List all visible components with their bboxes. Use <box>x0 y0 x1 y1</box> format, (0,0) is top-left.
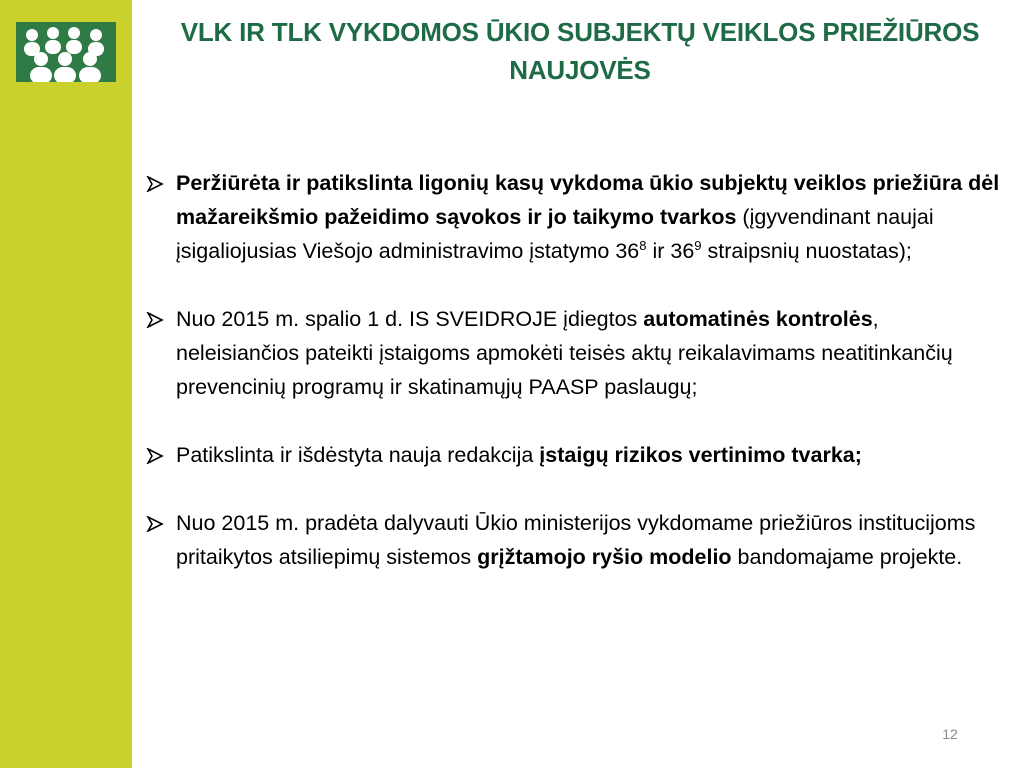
bullet-item-1 <box>146 166 1006 268</box>
bullet-item-2 <box>146 302 1006 404</box>
arrow-bullet-icon <box>146 312 164 328</box>
arrow-bullet-icon <box>146 448 164 464</box>
bullet-bold-text: įstaigų rizikos vertinimo tvarka; <box>539 443 862 467</box>
arrow-bullet-icon <box>146 176 164 192</box>
bullet-text: Nuo 2015 m. spalio 1 d. IS SVEIDROJE įdiegtos <box>176 307 644 331</box>
bullet-item-4 <box>146 506 1006 574</box>
bullet-text: Patikslinta ir išdėstyta nauja redakcija <box>176 443 540 467</box>
bullet-text: , neleisiančios pateikti įstaigoms apmokėti teisės aktų reikalavimams neatitinkančių prevencinių programų ir skatinamųjų PAASP paslaugų; <box>176 307 953 399</box>
arrow-bullet-icon <box>146 516 164 532</box>
bullet-text: bandomajame projekte. <box>731 545 963 569</box>
bullet-text: ir 36 <box>646 239 695 263</box>
bullet-text: straipsnių nuostatas); <box>701 239 912 263</box>
slide-title: VLK IR TLK VYKDOMOS ŪKIO SUBJEKTŲ VEIKLOS PRIEŽIŪROS NAUJOVĖS <box>180 17 980 85</box>
bullet-item-3 <box>146 438 1006 472</box>
people-group-logo-icon <box>16 22 116 82</box>
bullet-text: Nuo 2015 m. pradėta dalyvauti Ūkio ministerijos vykdomame priežiūros institucijoms pritaikytos atsiliepimų sistemos <box>176 511 976 569</box>
bullet-bold-text: Peržiūrėta ir patikslinta ligonių kasų vykdoma ūkio subjektų veiklos priežiūra dėl mažareikšmio pažeidimo sąvokos ir jo taikymo tvarkos <box>176 171 1000 229</box>
bullet-text: (įgyvendinant naujai įsigaliojusias Viešojo administravimo įstatymo 36 <box>176 205 934 263</box>
bullet-bold-text: automatinės kontrolės <box>643 307 873 331</box>
bullet-list <box>146 166 1006 608</box>
superscript: 9 <box>694 237 702 253</box>
page-number: 12 <box>942 726 958 742</box>
superscript: 8 <box>639 237 647 253</box>
bullet-bold-text: grįžtamojo ryšio modelio <box>477 545 732 569</box>
sidebar-band <box>0 0 132 768</box>
